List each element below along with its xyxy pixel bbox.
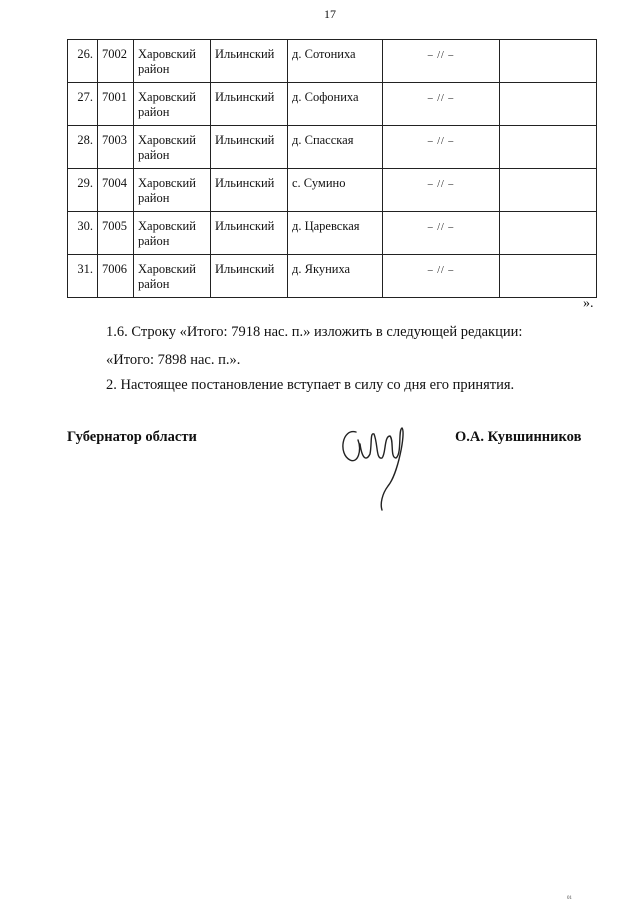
row-municipality: Ильинский [211, 126, 288, 169]
row-code: 7001 [98, 83, 134, 126]
row-district: Харовский район [134, 212, 211, 255]
handwritten-signature [336, 414, 416, 514]
row-number: 28. [68, 126, 98, 169]
row-note: – // – [383, 255, 500, 298]
row-code: 7006 [98, 255, 134, 298]
row-number: 30. [68, 212, 98, 255]
row-extra [500, 212, 597, 255]
table-row [68, 126, 597, 169]
row-settlement: д. Сотониха [288, 40, 383, 83]
table-row [68, 169, 597, 212]
table-row [68, 255, 597, 298]
page-number: 17 [324, 7, 336, 21]
row-code: 7005 [98, 212, 134, 255]
row-extra [500, 255, 597, 298]
row-number: 29. [68, 169, 98, 212]
row-district: Харовский район [134, 126, 211, 169]
settlements-table [67, 39, 597, 298]
row-municipality: Ильинский [211, 255, 288, 298]
row-extra [500, 126, 597, 169]
row-note: – // – [383, 83, 500, 126]
row-code: 7003 [98, 126, 134, 169]
row-note: – // – [383, 212, 500, 255]
row-municipality: Ильинский [211, 212, 288, 255]
row-extra [500, 83, 597, 126]
row-settlement: д. Софониха [288, 83, 383, 126]
row-municipality: Ильинский [211, 169, 288, 212]
row-extra [500, 40, 597, 83]
table-row [68, 40, 597, 83]
table-row [68, 212, 597, 255]
corner-mark: 01 [567, 896, 572, 901]
table-row [68, 83, 597, 126]
paragraph-1-6: 1.6. Строку «Итого: 7918 нас. п.» изложить в следующей редакции: [106, 324, 523, 340]
closing-quote: ». [583, 296, 594, 311]
row-district: Харовский район [134, 40, 211, 83]
row-note: – // – [383, 126, 500, 169]
row-settlement: д. Якуниха [288, 255, 383, 298]
row-note: – // – [383, 40, 500, 83]
row-code: 7002 [98, 40, 134, 83]
row-note: – // – [383, 169, 500, 212]
row-settlement: д. Спасская [288, 126, 383, 169]
row-municipality: Ильинский [211, 83, 288, 126]
paragraph-2: 2. Настоящее постановление вступает в силу со дня его принятия. [106, 377, 515, 393]
row-settlement: с. Сумино [288, 169, 383, 212]
row-extra [500, 169, 597, 212]
row-district: Харовский район [134, 169, 211, 212]
row-district: Харовский район [134, 255, 211, 298]
signatory-position: Губернатор области [67, 429, 197, 445]
row-district: Харовский район [134, 83, 211, 126]
paragraph-total: «Итого: 7898 нас. п.». [106, 352, 241, 368]
row-number: 27. [68, 83, 98, 126]
row-code: 7004 [98, 169, 134, 212]
row-number: 31. [68, 255, 98, 298]
row-number: 26. [68, 40, 98, 83]
signatory-name: О.А. Кувшинников [455, 429, 582, 445]
table-body [68, 40, 597, 298]
row-settlement: д. Царевская [288, 212, 383, 255]
row-municipality: Ильинский [211, 40, 288, 83]
